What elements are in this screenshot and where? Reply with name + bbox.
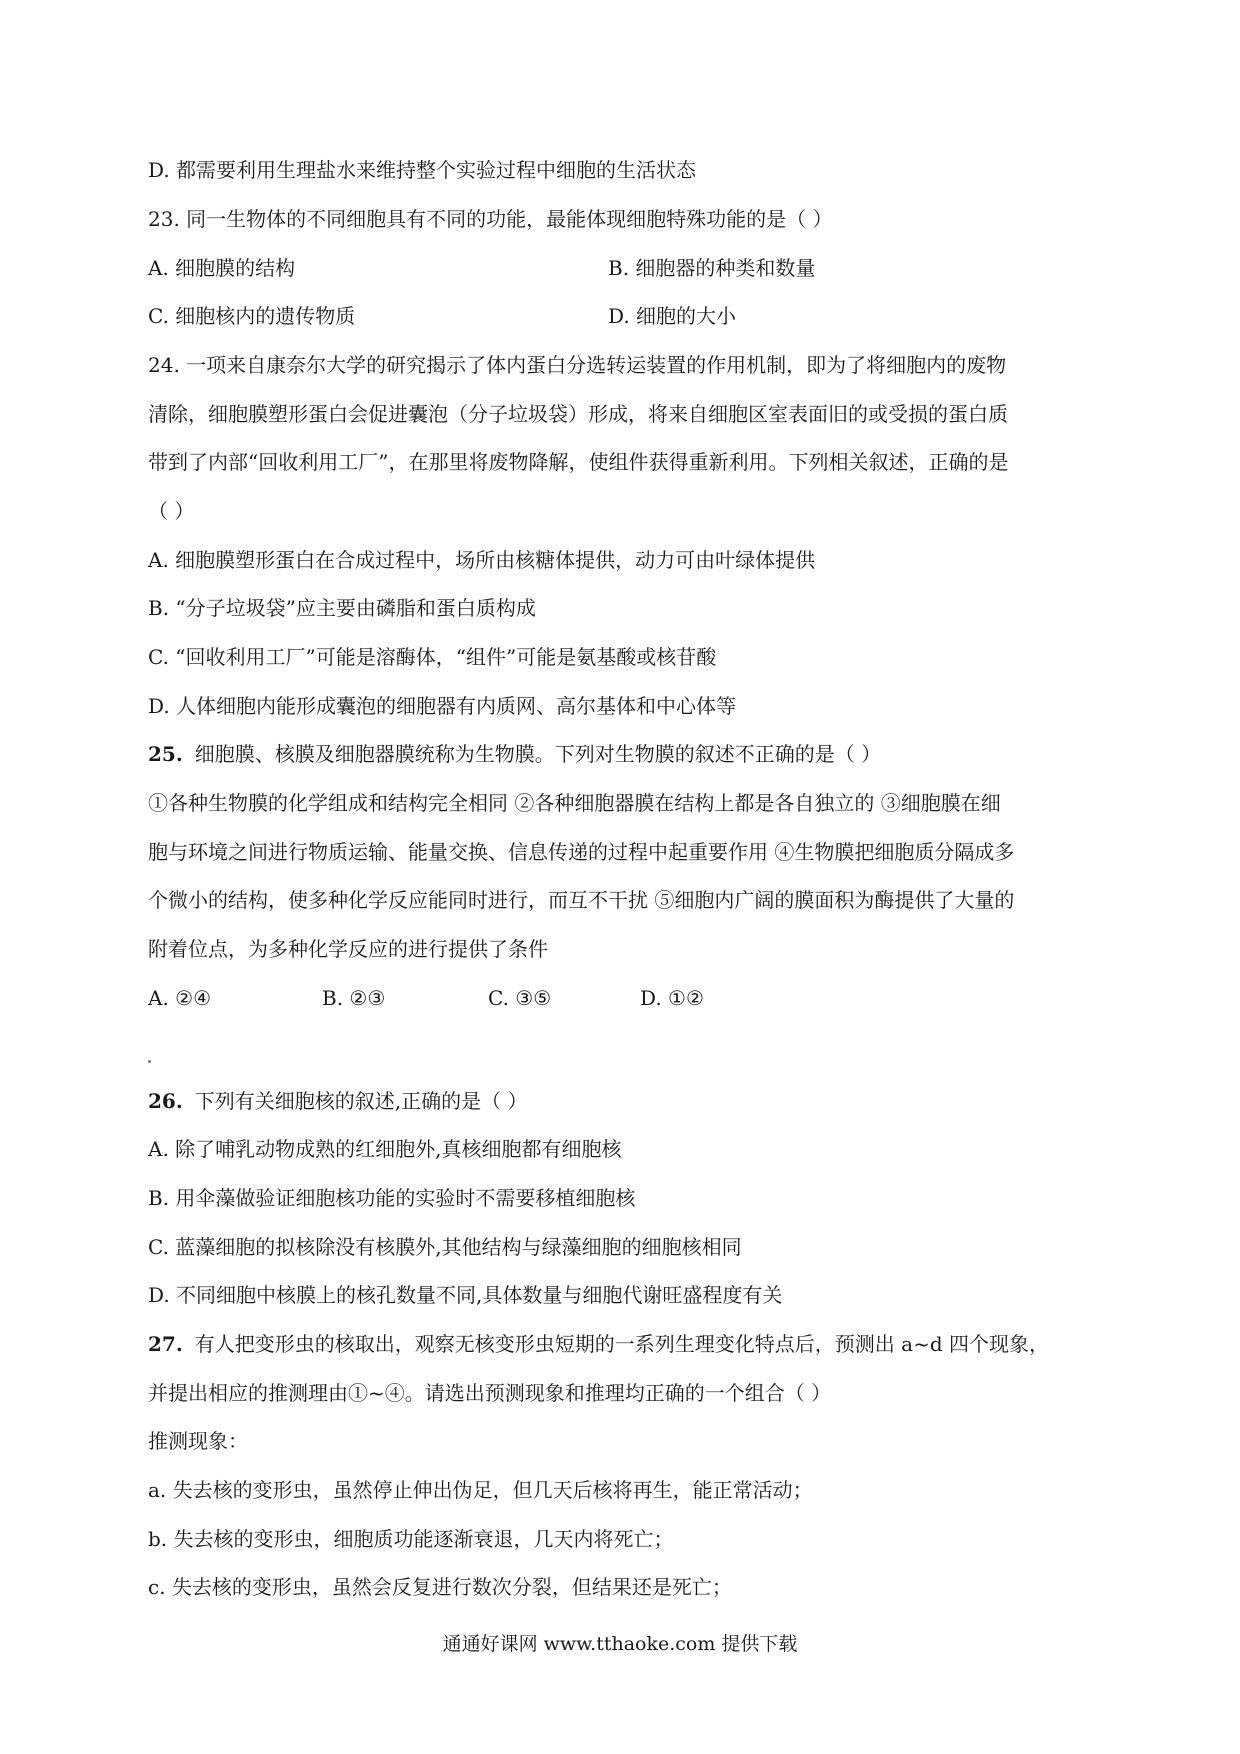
q26-option-b: B. 用伞藻做验证细胞核功能的实验时不需要移植细胞核 <box>148 1186 636 1210</box>
scan-speck <box>148 1060 151 1063</box>
q25-option-d: D. ①② <box>640 986 704 1010</box>
q27-number: 27. <box>148 1332 183 1356</box>
q25-option-a: A. ②④ <box>148 986 212 1010</box>
q24-option-b: B. “分子垃圾袋”应主要由磷脂和蛋白质构成 <box>148 596 536 620</box>
q24-stem-line-3: 带到了内部“回收利用工厂”，在那里将废物降解，使组件获得重新利用。下列相关叙述，正确的是 <box>148 450 1009 474</box>
q23-stem: 23. 同一生物体的不同细胞具有不同的功能，最能体现细胞特殊功能的是（ ） <box>148 207 833 231</box>
q26-stem-text: 下列有关细胞核的叙述,正确的是（ ） <box>194 1089 528 1113</box>
q27-stem-line-2: 并提出相应的推测理由①~④。请选出预测现象和推理均正确的一个组合（ ） <box>148 1381 832 1405</box>
page-footer: 通通好课网 www.tthaoke.com 提供下载 <box>442 1633 798 1655</box>
q23-option-c: C. 细胞核内的遗传物质 <box>148 304 356 328</box>
q26-option-a: A. 除了哺乳动物成熟的红细胞外,真核细胞都有细胞核 <box>148 1137 622 1161</box>
q25-option-b: B. ②③ <box>322 986 386 1010</box>
q27-stem-text: 有人把变形虫的核取出，观察无核变形虫短期的一系列生理变化特点后，预测出 a~d 四个现象， <box>194 1332 1049 1356</box>
q25-number: 25. <box>148 742 183 766</box>
q24-stem-line-1: 24. 一项来自康奈尔大学的研究揭示了体内蛋白分选转运装置的作用机制，即为了将细胞内的废物 <box>148 353 1007 377</box>
q22-option-d: D. 都需要利用生理盐水来维持整个实验过程中细胞的生活状态 <box>148 158 697 182</box>
q25-stem <box>148 740 881 768</box>
q27-phenomenon-c: c. 失去核的变形虫，虽然会反复进行数次分裂，但结果还是死亡； <box>148 1575 732 1599</box>
q25-option-c: C. ③⑤ <box>488 986 552 1010</box>
q24-option-c: C. “回收利用工厂”可能是溶酶体，“组件”可能是氨基酸或核苷酸 <box>148 645 717 669</box>
q27-stem-line-3: 推测现象： <box>148 1429 248 1453</box>
q24-stem-line-2: 清除，细胞膜塑形蛋白会促进囊泡（分子垃圾袋）形成，将来自细胞区室表面旧的或受损的蛋白质 <box>148 402 1008 426</box>
q25-stem-text: 细胞膜、核膜及细胞器膜统称为生物膜。下列对生物膜的叙述不正确的是（ ） <box>194 742 882 766</box>
q26-option-d: D. 不同细胞中核膜上的核孔数量不同,具体数量与细胞代谢旺盛程度有关 <box>148 1283 783 1307</box>
q25-statement-line-2: 胞与环境之间进行物质运输、能量交换、信息传递的过程中起重要作用 ④生物膜把细胞质分隔成多 <box>148 840 1015 864</box>
q27-phenomenon-b: b. 失去核的变形虫，细胞质功能逐渐衰退，几天内将死亡； <box>148 1527 674 1551</box>
q26-option-c: C. 蓝藻细胞的拟核除没有核膜外,其他结构与绿藻细胞的细胞核相同 <box>148 1235 742 1259</box>
q23-option-b: B. 细胞器的种类和数量 <box>608 256 816 280</box>
q26-stem <box>148 1087 528 1115</box>
q25-statement-line-3: 个微小的结构，使多种化学反应能同时进行，而互不干扰 ⑤细胞内广阔的膜面积为酶提供了大量的 <box>148 888 1015 912</box>
q27-stem <box>148 1330 1049 1358</box>
q24-stem-line-4: （ ） <box>148 499 195 523</box>
q26-number: 26. <box>148 1089 183 1113</box>
q27-phenomenon-a: a. 失去核的变形虫，虽然停止伸出伪足，但几天后核将再生，能正常活动； <box>148 1478 813 1502</box>
q25-statement-line-4: 附着位点，为多种化学反应的进行提供了条件 <box>148 937 548 961</box>
q23-option-a: A. 细胞膜的结构 <box>148 256 296 280</box>
q23-option-d: D. 细胞的大小 <box>608 304 737 328</box>
q25-statement-line-1: ①各种生物膜的化学组成和结构完全相同 ②各种细胞器膜在结构上都是各自独立的 ③细胞膜在细 <box>148 791 1001 815</box>
q24-option-d: D. 人体细胞内能形成囊泡的细胞器有内质网、高尔基体和中心体等 <box>148 694 737 718</box>
q24-option-a: A. 细胞膜塑形蛋白在合成过程中，场所由核糖体提供，动力可由叶绿体提供 <box>148 548 816 572</box>
